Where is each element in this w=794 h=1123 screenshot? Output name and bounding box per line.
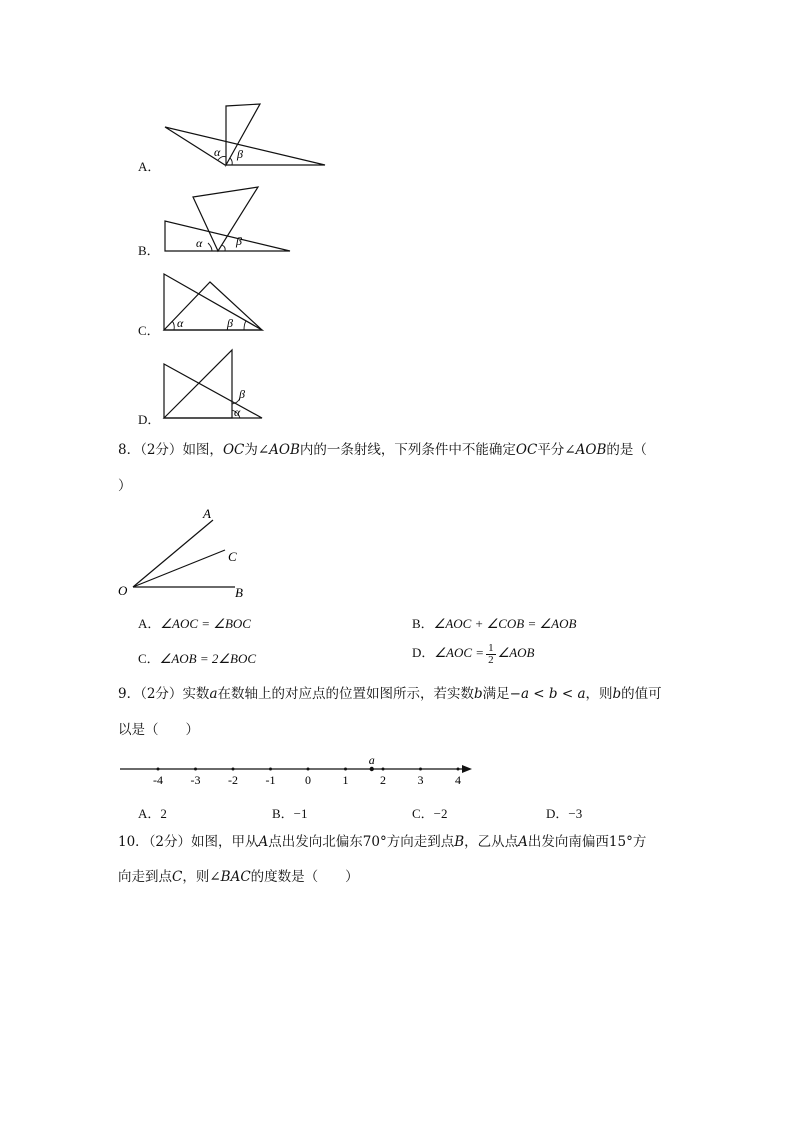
axis-tick-label: -1 bbox=[265, 773, 276, 787]
q9-option-c-label: C． bbox=[412, 806, 434, 821]
axis-tick-label: 4 bbox=[455, 773, 461, 787]
point-b-label: B bbox=[235, 585, 243, 600]
q9-text: 在数轴上的对应点的位置如图所示，若实数 bbox=[217, 686, 474, 702]
q8-angle-figure bbox=[115, 503, 255, 603]
q10-text: 如图，甲从 bbox=[191, 834, 259, 850]
q9-option-a-label: A． bbox=[138, 806, 161, 821]
q10-point-a: A bbox=[518, 834, 528, 850]
q8-option-c bbox=[138, 648, 256, 667]
q10-text: 向走到点 bbox=[118, 869, 172, 885]
q7-option-c-label: C． bbox=[138, 323, 160, 338]
q8-option-d-expr: ∠AOB bbox=[497, 645, 535, 660]
axis-tick bbox=[232, 768, 235, 771]
q10-stem-line1 bbox=[118, 833, 646, 851]
point-a-marker bbox=[370, 767, 374, 771]
q8-score: （2分） bbox=[140, 442, 183, 458]
q9-stem-line2: 以是（ ） bbox=[118, 722, 199, 738]
axis-tick-label: -2 bbox=[228, 773, 238, 787]
q10-text: 出发向南偏西 bbox=[527, 834, 609, 850]
q8-text: 为 bbox=[244, 442, 258, 458]
q7-option-a-label: A． bbox=[138, 159, 161, 174]
q8-text: 如图， bbox=[182, 442, 223, 458]
fraction-numerator: 1 bbox=[488, 641, 494, 654]
q10-angle-15: 15° bbox=[608, 834, 633, 850]
q10-text: 方向走到点 bbox=[386, 834, 455, 850]
axis-tick bbox=[457, 768, 460, 771]
triangle-ruler bbox=[165, 127, 325, 165]
ray-oc bbox=[133, 550, 225, 587]
q7-option-c-figure bbox=[160, 270, 270, 335]
axis-tick bbox=[307, 768, 310, 771]
q8-option-b bbox=[412, 613, 576, 632]
axis-tick bbox=[382, 768, 385, 771]
q9-score: （2分） bbox=[140, 686, 183, 702]
q8-angle-aob: ∠AOB bbox=[564, 442, 607, 458]
axis-tick bbox=[157, 768, 160, 771]
q8-angle-aob: ∠AOB bbox=[257, 442, 300, 458]
q7-option-b-figure bbox=[160, 185, 300, 255]
q9-text: ，则 bbox=[585, 686, 613, 702]
q9-option-b bbox=[272, 803, 308, 822]
q9-stem-line1 bbox=[118, 685, 662, 703]
q7-option-b-label: B． bbox=[138, 243, 160, 258]
q9-option-d-label: D． bbox=[546, 806, 569, 821]
q9-var-b: b bbox=[474, 686, 483, 702]
q8-option-b-label: B． bbox=[412, 616, 434, 631]
q9-option-c bbox=[412, 803, 448, 822]
alpha-label: α bbox=[214, 145, 221, 159]
triangle-ruler bbox=[226, 104, 260, 165]
q9-condition: −a < b < a bbox=[509, 686, 586, 702]
axis-tick-label: 1 bbox=[342, 773, 349, 787]
q9-text: 的值可 bbox=[621, 686, 662, 702]
beta-label: β bbox=[237, 147, 243, 161]
q8-option-c-expr: ∠AOB = 2∠BOC bbox=[159, 651, 257, 666]
q8-option-d-expr: ∠AOC = bbox=[434, 645, 485, 660]
q7-option-d-figure bbox=[160, 348, 270, 423]
q8-number: 8． bbox=[118, 442, 141, 458]
q9-option-d bbox=[546, 803, 582, 822]
beta-label: β bbox=[239, 387, 245, 401]
fraction-denominator: 2 bbox=[488, 653, 494, 666]
q10-text: 点出发向北偏东 bbox=[268, 834, 363, 850]
q10-text: 的度数是（ ） bbox=[250, 869, 359, 885]
q9-option-b-label: B． bbox=[272, 806, 294, 821]
q9-option-b-value: −1 bbox=[293, 806, 308, 821]
q9-var-b: b bbox=[612, 686, 622, 702]
q8-stem-line1 bbox=[118, 441, 647, 459]
q10-text: 方 bbox=[632, 834, 647, 850]
q10-point-a: A bbox=[258, 834, 269, 850]
q8-text: 的是（ bbox=[606, 442, 647, 458]
q8-option-d bbox=[412, 642, 535, 666]
q10-text: ，则 bbox=[182, 869, 210, 885]
q8-option-c-label: C． bbox=[138, 651, 160, 666]
axis-tick-label: 2 bbox=[380, 773, 386, 787]
q9-option-a bbox=[138, 803, 167, 822]
alpha-label: α bbox=[234, 405, 241, 419]
q8-option-a bbox=[138, 613, 251, 632]
point-a-label: A bbox=[203, 506, 211, 521]
ray-oa bbox=[133, 520, 213, 587]
q9-number: 9． bbox=[118, 686, 141, 702]
q7-option-d-label: D． bbox=[138, 412, 161, 427]
q8-text: 内的一条射线，下列条件中不能确定 bbox=[299, 442, 516, 458]
axis-tick bbox=[194, 768, 197, 771]
q8-text: 平分 bbox=[537, 442, 565, 458]
axis-tick-label: -3 bbox=[190, 773, 201, 787]
q9-var-a: a bbox=[209, 686, 218, 702]
q8-option-d-label: D． bbox=[412, 645, 435, 660]
q8-ray-oc: OC bbox=[515, 442, 538, 458]
q10-number: 10． bbox=[118, 834, 149, 850]
q10-point-c: C bbox=[172, 869, 183, 885]
q8-option-a-label: A． bbox=[138, 616, 161, 631]
q10-text: ，乙从点 bbox=[464, 834, 519, 850]
q10-angle-bac: ∠BAC bbox=[209, 869, 251, 885]
axis-tick bbox=[269, 768, 272, 771]
q10-stem-line2 bbox=[118, 868, 359, 886]
alpha-label: α bbox=[196, 236, 203, 250]
q9-option-d-value: −3 bbox=[568, 806, 583, 821]
point-c-label: C bbox=[228, 549, 237, 564]
axis-tick-label: -4 bbox=[153, 773, 163, 787]
axis-tick bbox=[419, 768, 422, 771]
q9-option-c-value: −2 bbox=[433, 806, 448, 821]
beta-label: β bbox=[227, 316, 233, 330]
triangle-ruler bbox=[164, 364, 262, 418]
q7-option-a-figure bbox=[160, 100, 340, 170]
q8-option-a-expr: ∠AOC = ∠BOC bbox=[160, 616, 251, 631]
axis-tick-label: 3 bbox=[417, 773, 424, 787]
q10-angle-70: 70° bbox=[362, 834, 387, 850]
fraction bbox=[486, 643, 496, 666]
triangle-ruler bbox=[164, 350, 232, 418]
axis-tick-label: 0 bbox=[305, 773, 311, 787]
q9-text: 满足 bbox=[482, 686, 510, 702]
q9-number-line bbox=[118, 752, 478, 792]
point-o-label: O bbox=[118, 583, 128, 598]
point-a-label: a bbox=[368, 753, 375, 767]
q9-option-a-value: 2 bbox=[160, 806, 167, 821]
q8-ray-oc: OC bbox=[222, 442, 245, 458]
q10-point-b: B bbox=[454, 834, 465, 850]
q8-option-b-expr: ∠AOC + ∠COB = ∠AOB bbox=[433, 616, 577, 631]
axis-tick bbox=[344, 768, 347, 771]
axis-arrow bbox=[462, 765, 472, 773]
q10-score: （2分） bbox=[148, 834, 192, 850]
q8-stem-line2: ） bbox=[118, 478, 132, 494]
q9-text: 实数 bbox=[182, 686, 210, 702]
alpha-label: α bbox=[177, 316, 184, 330]
beta-label: β bbox=[236, 234, 242, 248]
